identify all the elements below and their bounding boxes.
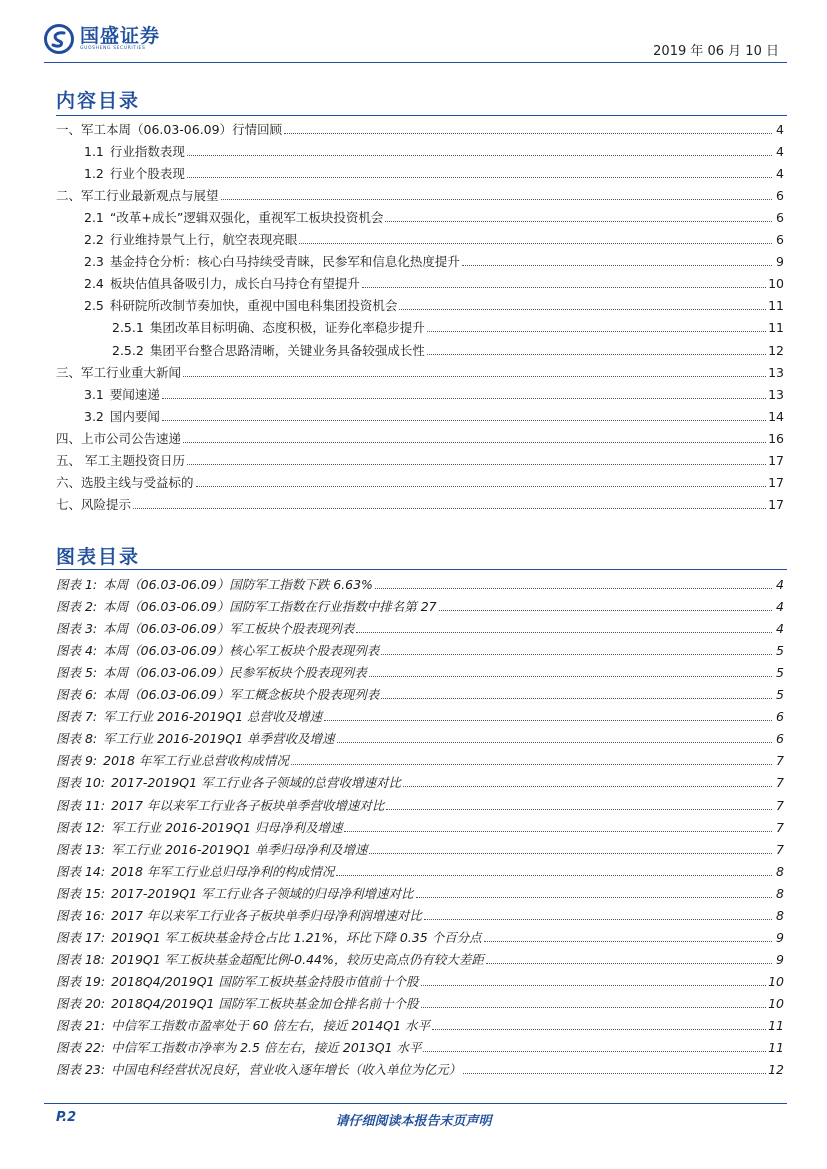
figure-entry-text: 军工行业 2016-2019Q1 单季归母净利及增速 [111,841,368,857]
figure-leader-dots [486,963,772,964]
figure-entry-label: 图表 6: [56,687,98,703]
figure-entry[interactable] [56,857,784,879]
logo-english-name: GUOSHENG SECURITIES [80,46,146,51]
figure-entry[interactable] [56,813,784,835]
figure-leader-dots [432,1029,766,1030]
toc-entry[interactable] [56,490,784,512]
toc-leader-dots [284,133,772,134]
toc-leader-dots [133,508,766,509]
toc-entry[interactable] [56,313,784,335]
figure-entry-page: 7 [776,753,784,769]
toc-entry[interactable] [56,181,784,203]
toc-entry[interactable] [56,468,784,490]
figure-entry-text: 2017 年以来军工行业各子板块单季归母净利润增速对比 [111,907,422,923]
figure-leader-dots [291,764,772,765]
figure-entry-text: 中信军工指数市净率为 2.5 倍左右，接近 2013Q1 水平 [111,1040,422,1056]
toc-entry-page: 17 [768,496,784,512]
toc-entry-page: 4 [776,166,784,182]
figure-leader-dots [484,941,772,942]
figure-entry[interactable] [56,790,784,812]
toc-leader-dots [183,442,766,443]
toc-entry-text: 行业指数表现 [109,144,185,160]
logo-mark-icon [44,24,74,54]
toc-entry-number: 2.5.1 [112,320,144,336]
toc-entry-page: 10 [768,276,784,292]
figure-entry-page: 4 [776,577,784,593]
toc-leader-dots [362,287,766,288]
figure-entry-page: 6 [776,709,784,725]
figure-entry-text: 中信军工指数市盈率处于 60 倍左右，接近 2014Q1 水平 [111,1017,430,1033]
figure-entry-text: 2018Q4/2019Q1 国防军工板块基金加仓排名前十个股 [111,995,419,1011]
toc-entry-text: 行业维持景气上行，航空表现亮眼 [109,232,298,248]
toc-entry-number: 2.5.2 [112,342,144,358]
figure-entry-page: 10 [768,973,784,989]
figure-entry-label: 图表 7: [56,709,98,725]
toc-entry-number: 2.4 [84,276,104,292]
page-header [0,0,827,70]
toc-entry-text: 板块估值具备吸引力，成长白马持仓有望提升 [109,276,360,292]
figure-leader-dots [375,588,772,589]
toc-entry[interactable] [56,115,784,137]
figure-entry[interactable] [56,702,784,724]
footer-disclaimer: 请仔细阅读本报告末页声明 [335,1114,492,1129]
toc-entry[interactable] [56,424,784,446]
figure-leader-dots [421,985,767,986]
figure-entry-text: 2017 年以来军工行业各子板块单季营收增速对比 [111,797,385,813]
toc-entry-number: 3.1 [84,386,104,402]
company-logo [44,24,160,54]
figure-entry-label: 图表 10: [56,775,106,791]
figure-entry[interactable] [56,592,784,614]
figure-list [56,570,784,1077]
toc-leader-dots [385,221,772,222]
toc-leader-dots [196,486,767,487]
figure-entry-page: 9 [776,929,784,945]
figure-entry-text: 本周（06.03-06.09）民参军板块个股表现列表 [103,665,367,681]
toc-leader-dots [187,464,766,465]
toc-entry-text: 行业个股表现 [109,166,185,182]
toc-entry-number: 2.3 [84,254,104,270]
toc-entry[interactable] [56,247,784,269]
figure-entry-label: 图表 2: [56,599,98,615]
toc-entry[interactable] [56,137,784,159]
toc-leader-dots [299,243,772,244]
figure-entry-page: 7 [776,819,784,835]
figure-entry-label: 图表 15: [56,885,106,901]
figure-leader-dots [324,720,772,721]
figure-entry-text: 军工行业 2016-2019Q1 单季营收及增速 [103,731,335,747]
figure-leader-dots [463,1073,766,1074]
figure-entry-label: 图表 9: [56,753,98,769]
toc-title: 内容目录 [56,90,141,112]
toc-entry-text: 集团改革目标明确、态度积极，证券化率稳步提升 [149,320,425,336]
figure-entry[interactable] [56,636,784,658]
toc-leader-dots [427,354,766,355]
figure-entry-page: 11 [768,1017,784,1033]
figure-entry[interactable] [56,879,784,901]
toc-entry-page: 13 [768,386,784,402]
figure-leader-dots [381,654,772,655]
toc-entry[interactable] [56,203,784,225]
figure-entry-label: 图表 18: [56,951,106,967]
toc-leader-dots [183,376,766,377]
figure-entry-text: 本周（06.03-06.09）军工概念板块个股表现列表 [103,687,380,703]
toc-entry-text: “改革+成长”逻辑双强化，重视军工板块投资机会 [109,210,384,226]
figure-leader-dots [369,853,772,854]
figure-entry[interactable] [56,570,784,592]
figure-entry-page: 4 [776,621,784,637]
toc-entry-page: 6 [776,232,784,248]
figure-entry[interactable] [56,768,784,790]
figure-entry-page: 5 [776,687,784,703]
figure-leader-dots [337,742,772,743]
toc-list [56,115,784,512]
figure-entry[interactable] [56,901,784,923]
figure-leader-dots [439,610,772,611]
toc-entry[interactable] [56,446,784,468]
toc-entry-number: 2.5 [84,298,104,314]
figure-entry-page: 10 [768,995,784,1011]
figure-entry[interactable] [56,945,784,967]
figure-entry[interactable] [56,1055,784,1077]
figure-entry-label: 图表 17: [56,929,106,945]
figure-leader-dots [403,786,772,787]
figure-entry-text: 2017-2019Q1 军工行业各子领域的归母净利增速对比 [111,885,414,901]
toc-entry[interactable] [56,380,784,402]
figure-entry-label: 图表 23: [56,1062,106,1078]
figure-entry-text: 本周（06.03-06.09）核心军工板块个股表现列表 [103,643,380,659]
toc-entry-number: 1.1 [84,144,104,160]
figure-entry-label: 图表 14: [56,863,106,879]
figure-entry-label: 图表 21: [56,1017,106,1033]
figure-leader-dots [423,1051,766,1052]
toc-entry-text: 七、风险提示 [56,496,132,512]
toc-entry-page: 16 [768,430,784,446]
figure-entry-page: 8 [776,907,784,923]
toc-entry[interactable] [56,225,784,247]
figure-entry[interactable] [56,989,784,1011]
toc-entry-text: 要闻速递 [109,386,160,402]
toc-entry-text: 二、军工行业最新观点与展望 [56,188,219,204]
toc-entry-text: 基金持仓分析：核心白马持续受青睐，民参军和信息化热度提升 [109,254,460,270]
figure-entry-page: 7 [776,841,784,857]
figure-entry-text: 中国电科经营状况良好，营业收入逐年增长（收入单位为亿元） [111,1062,462,1078]
figure-entry-text: 本周（06.03-06.09）军工板块个股表现列表 [103,621,355,637]
figure-entry-label: 图表 3: [56,621,98,637]
figure-leader-dots [356,632,772,633]
toc-entry-page: 4 [776,144,784,160]
figure-entry-label: 图表 5: [56,665,98,681]
figure-entry-label: 图表 19: [56,973,106,989]
figure-entry-label: 图表 4: [56,643,98,659]
toc-leader-dots [462,265,772,266]
toc-entry-page: 17 [768,452,784,468]
figure-leader-dots [424,919,772,920]
toc-entry[interactable] [56,402,784,424]
figure-entry[interactable] [56,967,784,989]
figure-entry-text: 2018 年军工行业总归母净利的构成情况 [111,863,335,879]
footer-divider [44,1103,787,1104]
figure-entry-page: 8 [776,863,784,879]
figure-leader-dots [344,831,772,832]
figure-leader-dots [369,676,772,677]
toc-entry[interactable] [56,269,784,291]
toc-entry-text: 六、选股主线与受益标的 [56,474,194,490]
figure-entry-text: 2019Q1 军工板块基金超配比例-0.44%，较历史高点仍有较大差距 [111,951,484,967]
figure-entry[interactable] [56,923,784,945]
toc-leader-dots [187,177,772,178]
toc-entry-page: 11 [768,320,784,336]
toc-entry-page: 9 [776,254,784,270]
toc-entry-text: 三、军工行业重大新闻 [56,364,182,380]
figure-entry-text: 2017-2019Q1 军工行业各子领域的总营收增速对比 [111,775,401,791]
report-date: 2019 年 06 月 10 日 [653,44,779,59]
toc-entry[interactable] [56,358,784,380]
figure-leader-dots [386,809,772,810]
figure-entry-text: 军工行业 2016-2019Q1 总营收及增速 [103,709,323,725]
toc-entry-page: 13 [768,364,784,380]
figure-entry-label: 图表 11: [56,797,106,813]
figure-leader-dots [381,698,772,699]
figure-entry-label: 图表 20: [56,995,106,1011]
figure-entry-text: 本周（06.03-06.09）国防军工指数下跌 6.63% [103,577,373,593]
toc-entry[interactable] [56,159,784,181]
figure-entry-label: 图表 12: [56,819,106,835]
figure-entry-label: 图表 1: [56,577,98,593]
toc-entry-page: 12 [768,342,784,358]
toc-leader-dots [162,398,766,399]
toc-entry-text: 五、 军工主题投资日历 [56,452,185,468]
figure-entry-page: 7 [776,797,784,813]
figure-entry[interactable] [56,1033,784,1055]
toc-leader-dots [221,199,772,200]
figure-entry-text: 军工行业 2016-2019Q1 归母净利及增速 [111,819,343,835]
figure-entry-page: 4 [776,599,784,615]
header-divider [44,62,787,63]
figure-entry-label: 图表 8: [56,731,98,747]
toc-entry[interactable] [56,291,784,313]
toc-entry-number: 2.2 [84,232,104,248]
toc-entry-number: 1.2 [84,166,104,182]
footer-page-number: P.2 [56,1110,77,1125]
figure-leader-dots [421,1007,767,1008]
toc-leader-dots [427,331,766,332]
toc-entry-number: 2.1 [84,210,104,226]
figure-entry-page: 12 [768,1062,784,1078]
figure-entry-label: 图表 13: [56,841,106,857]
toc-entry-text: 国内要闻 [109,408,160,424]
figure-entry[interactable] [56,658,784,680]
toc-entry-page: 6 [776,210,784,226]
toc-leader-dots [162,420,766,421]
toc-entry-page: 11 [768,298,784,314]
figure-entry[interactable] [56,835,784,857]
figure-entry-text: 2018Q4/2019Q1 国防军工板块基金持股市值前十个股 [111,973,419,989]
toc-leader-dots [187,155,772,156]
figure-entry[interactable] [56,1011,784,1033]
figure-entry-label: 图表 22: [56,1040,106,1056]
figure-leader-dots [416,897,773,898]
toc-entry-number: 3.2 [84,408,104,424]
toc-entry-page: 17 [768,474,784,490]
figure-entry[interactable] [56,724,784,746]
toc-entry-text: 集团平台整合思路清晰，关键业务具备较强成长性 [149,342,425,358]
toc-entry-text: 四、上市公司公告速递 [56,430,182,446]
toc-leader-dots [399,309,766,310]
figure-entry-page: 5 [776,643,784,659]
toc-entry-page: 4 [776,122,784,138]
figure-entry-page: 8 [776,885,784,901]
figure-entry[interactable] [56,680,784,702]
figure-entry-text: 2018 年军工行业总营收构成情况 [103,753,289,769]
figure-entry-page: 5 [776,665,784,681]
figure-entry-label: 图表 16: [56,907,106,923]
figure-entry-page: 11 [768,1040,784,1056]
figure-list-title: 图表目录 [56,546,141,568]
figure-entry-page: 7 [776,775,784,791]
logo-chinese-name: 国盛证券 [80,25,161,47]
figure-entry-text: 本周（06.03-06.09）国防军工指数在行业指数中排名第 27 [103,599,437,615]
figure-entry-text: 2019Q1 军工板块基金持仓占比 1.21%，环比下降 0.35 个百分点 [111,929,482,945]
figure-entry[interactable] [56,746,784,768]
figure-entry[interactable] [56,614,784,636]
toc-entry-page: 14 [768,408,784,424]
toc-entry-page: 6 [776,188,784,204]
figure-entry-page: 9 [776,951,784,967]
toc-entry-text: 一、军工本周（06.03-06.09）行情回顾 [56,122,283,138]
toc-entry[interactable] [56,335,784,357]
toc-entry-text: 科研院所改制节奏加快，重视中国电科集团投资机会 [109,298,398,314]
figure-entry-page: 6 [776,731,784,747]
figure-leader-dots [336,875,772,876]
